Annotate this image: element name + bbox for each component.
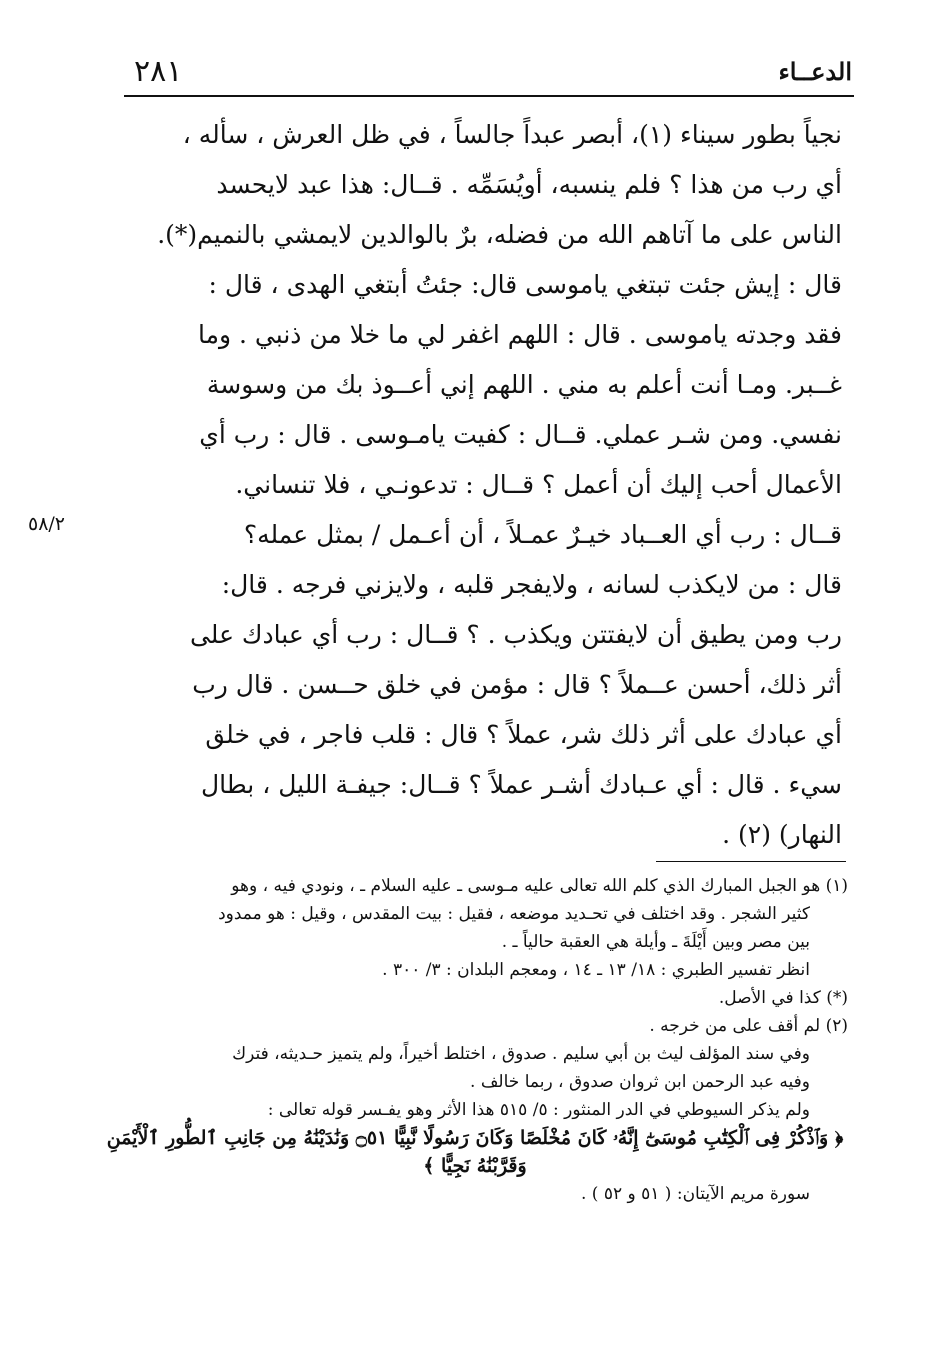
margin-reference: ٥٨/٢ (28, 513, 66, 535)
header-rule (124, 95, 854, 97)
text-line: النهار) (٢) . (722, 820, 842, 849)
text-line: قال : من لايكذب لسانه ، ولايفجر قلبه ، ولايزني فرجه . قال: (221, 570, 842, 599)
text-line: أي عبادك على أثر ذلك شر، عملاً ؟ قال : قلب فاجر ، في خلق (205, 720, 842, 749)
footnote-line: (٢) لم أقف على من خرجه . (649, 1016, 848, 1036)
main-text (120, 110, 842, 860)
text-line: نجياً بطور سيناء (١)، أبصر عبداً جالساً ، في ظل العرش ، سأله ، (182, 120, 842, 149)
footnote-line: انظر تفسير الطبري : ١٨/ ١٣ ـ ١٤ ، ومعجم البلدان : ٣/ ٣٠٠ . (382, 960, 810, 980)
text-line: غــبر. ومـا أنت أعلم به مني . اللهم إني أعــوذ بك من وسوسة (206, 370, 842, 399)
text-line: سيء . قال : أي عـبادك أشـر عملاً ؟ قــال: جيفـة الليل ، بطال (201, 770, 842, 799)
text-line: رب ومن يطيق أن لايفتتن ويكذب . ؟ قــال : رب أي عبادك على (189, 620, 842, 649)
text-line: فقد وجدته ياموسى . قال : اللهم اغفر لي ما خلا من ذنبي . وما (198, 320, 842, 349)
text-line: الأعمال أحب إليك أن أعمل ؟ قــال : تدعونـي ، فلا تنساني. (235, 470, 842, 499)
footnote-line: وفيه عبد الرحمن ابن ثروان صدوق ، ربما خالف . (470, 1072, 810, 1092)
running-title: الدعــاء (778, 57, 852, 86)
page-number: ٢٨١ (134, 54, 183, 89)
footnote-line: كثير الشجر . وقد اختلف في تحـديد موضعه ، فقيل : بيت المقدس ، وقيل : هو ممدود (218, 904, 810, 924)
footnote-line: سورة مريم الآيتان: ( ٥١ و ٥٢ ) . (581, 1184, 810, 1204)
quran-verse: ﴿ وَٱذْكُرْ فِى ٱلْكِتَٰبِ مُوسَىٰٓ إِنَّهُۥ كَانَ مُخْلَصًا وَكَانَ رَسُولًا نَّبِيًّا ۝٥١ وَنَٰدَيْنَٰهُ مِن جَانِبِ ٱلطُّورِ ٱلْأَيْمَنِ وَقَرَّبْنَٰهُ نَجِيًّا ﴾ (106, 1127, 844, 1177)
text-line: أثر ذلك، أحسن عــملاً ؟ قال : مؤمن في خلق حــسن . قال رب (192, 670, 842, 699)
footnote-line: وفي سند المؤلف ليث بن أبي سليم . صدوق ، اختلط أخيراً، ولم يتميز حـديثه، فترك (232, 1044, 810, 1064)
footnote-line: بين مصر وبين أَيْلَةَ ـ وأيلة هي العقبة حالياً ـ . (501, 932, 810, 952)
footnote-rule (656, 861, 846, 862)
footnote-line: ولم يذكر السيوطي في الدر المنثور : ٥/ ٥١٥ هذا الأثر وهو يفـسر قوله تعالى : (267, 1100, 810, 1120)
footnote-line: (١) هو الجبل المبارك الذي كلم الله تعالى عليه مـوسى ـ عليه السلام ـ ، ونودي فيه ، وهو (231, 876, 848, 896)
text-line: قــال : رب أي العــباد خيـرٌ عمـلاً ، أن أعـمل / بمثل عمله؟ (243, 520, 842, 549)
text-line: أي رب من هذا ؟ فلم ينسبه، أويُسَمِّه . قــال: هذا عبد لايحسد (216, 170, 842, 199)
footnotes (102, 872, 848, 1208)
text-line: الناس على ما آتاهم الله من فضله، برٌ بالوالدين لايمشي بالنميم(*). (157, 220, 842, 249)
text-line: قال : إيش جئت تبتغي ياموسى قال: جئتُ أبتغي الهدى ، قال : (208, 270, 842, 299)
page-header (120, 52, 852, 92)
footnote-line: (*) كذا في الأصل. (718, 988, 848, 1008)
text-line: نفسي. ومن شـر عملي. قــال : كفيت يامـوسى . قال : رب أي (199, 420, 842, 449)
